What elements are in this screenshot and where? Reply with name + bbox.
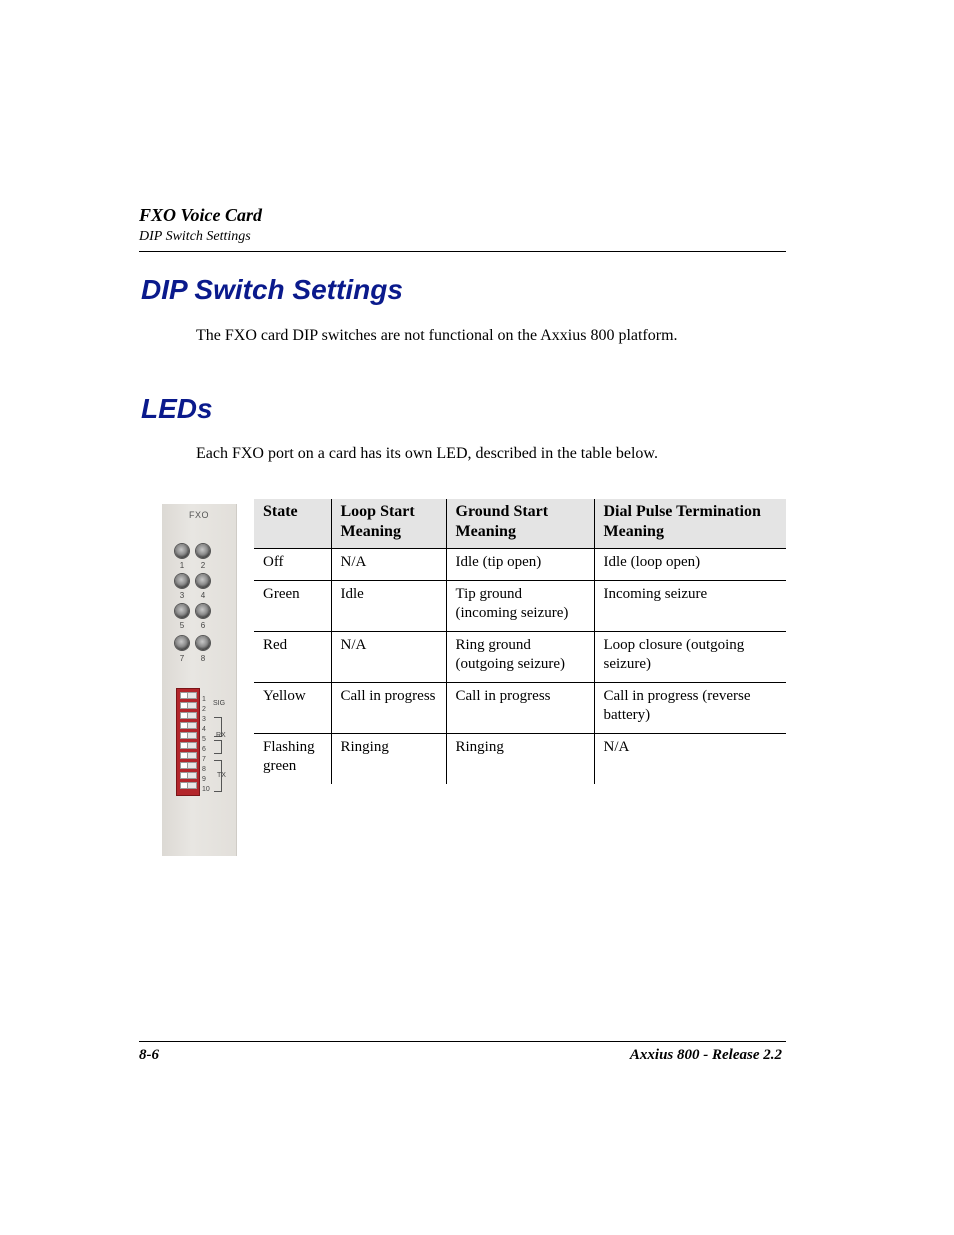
section-heading-dip-switch-settings: DIP Switch Settings <box>141 274 403 305</box>
led-3-icon <box>175 574 189 588</box>
table-row <box>254 581 786 632</box>
column-header: Ground Start Meaning <box>446 499 594 549</box>
dip-switch-toggle-icon <box>180 742 197 749</box>
footer-product-release: Axxius 800 - Release 2.2 <box>629 1047 782 1063</box>
table-cell: Off <box>254 549 331 581</box>
table-row <box>254 632 786 683</box>
dip-number: 6 <box>202 746 206 753</box>
dip-switch-paragraph: The FXO card DIP switches are not functional on the Axxius 800 platform. <box>196 327 678 344</box>
table-cell: Loop closure (outgoing seizure) <box>594 632 786 683</box>
dip-switch-toggle-icon <box>180 772 197 779</box>
table-row <box>254 549 786 581</box>
led-states-table <box>254 499 786 784</box>
column-header: Dial Pulse Termination Meaning <box>594 499 786 549</box>
led-number: 4 <box>200 591 206 600</box>
table-cell: Ringing <box>331 734 446 785</box>
table-cell: Flashing green <box>254 734 331 785</box>
dip-group-tx-label: TX <box>217 772 226 779</box>
led-number: 8 <box>200 654 206 663</box>
dip-number: 10 <box>202 786 210 793</box>
table-cell: Red <box>254 632 331 683</box>
table-cell: Tip ground (incoming seizure) <box>446 581 594 632</box>
dip-number: 7 <box>202 756 206 763</box>
dip-switch-toggle-icon <box>180 692 197 699</box>
led-5-icon <box>175 604 189 618</box>
dip-group-bracket <box>214 740 222 754</box>
dip-group-sig-label: SIG <box>213 700 226 707</box>
table-cell: N/A <box>594 734 786 785</box>
led-4-icon <box>196 574 210 588</box>
led-2-icon <box>196 544 210 558</box>
led-6-icon <box>196 604 210 618</box>
fxo-faceplate-illustration <box>162 504 237 856</box>
table-cell: N/A <box>331 549 446 581</box>
led-7-icon <box>175 636 189 650</box>
column-header: State <box>254 499 331 549</box>
dip-switch-toggle-icon <box>180 782 197 789</box>
dip-number: 3 <box>202 716 206 723</box>
dip-switch-toggle-icon <box>180 722 197 729</box>
led-number: 2 <box>200 561 206 570</box>
table-cell: Idle (loop open) <box>594 549 786 581</box>
header-rule <box>139 251 786 252</box>
dip-number: 5 <box>202 736 206 743</box>
column-header: Loop Start Meaning <box>331 499 446 549</box>
dip-group-rx-label: RX <box>216 732 226 739</box>
table-row <box>254 734 786 785</box>
dip-switch-block-icon <box>176 688 200 796</box>
table-cell: Call in progress <box>446 683 594 734</box>
dip-switch-toggle-icon <box>180 702 197 709</box>
dip-number: 2 <box>202 706 206 713</box>
dip-switch-toggle-icon <box>180 752 197 759</box>
table-cell: Call in progress <box>331 683 446 734</box>
table-cell: Idle (tip open) <box>446 549 594 581</box>
table-cell: Ringing <box>446 734 594 785</box>
table-row <box>254 683 786 734</box>
led-number: 6 <box>200 621 206 630</box>
page-number: 8-6 <box>139 1047 159 1063</box>
dip-number: 1 <box>202 696 206 703</box>
table-cell: Idle <box>331 581 446 632</box>
table-cell: N/A <box>331 632 446 683</box>
table-cell: Ring ground (outgoing seizure) <box>446 632 594 683</box>
led-number: 3 <box>179 591 185 600</box>
table-cell: Incoming seizure <box>594 581 786 632</box>
dip-number: 4 <box>202 726 206 733</box>
dip-switch-toggle-icon <box>180 732 197 739</box>
dip-number: 9 <box>202 776 206 783</box>
section-heading-leds: LEDs <box>141 393 213 424</box>
dip-number: 8 <box>202 766 206 773</box>
led-number: 1 <box>179 561 185 570</box>
led-1-icon <box>175 544 189 558</box>
dip-switch-toggle-icon <box>180 712 197 719</box>
faceplate-label: FXO <box>188 510 209 520</box>
running-header-title: FXO Voice Card <box>139 205 263 225</box>
table-cell: Green <box>254 581 331 632</box>
table-cell: Yellow <box>254 683 331 734</box>
led-number: 7 <box>179 654 185 663</box>
led-number: 5 <box>179 621 185 630</box>
footer-rule <box>139 1041 786 1042</box>
dip-switch-toggle-icon <box>180 762 197 769</box>
running-header-subtitle: DIP Switch Settings <box>139 229 251 244</box>
table-header-row <box>254 499 786 549</box>
led-8-icon <box>196 636 210 650</box>
table-cell: Call in progress (reverse battery) <box>594 683 786 734</box>
leds-paragraph: Each FXO port on a card has its own LED, described in the table below. <box>196 445 658 462</box>
